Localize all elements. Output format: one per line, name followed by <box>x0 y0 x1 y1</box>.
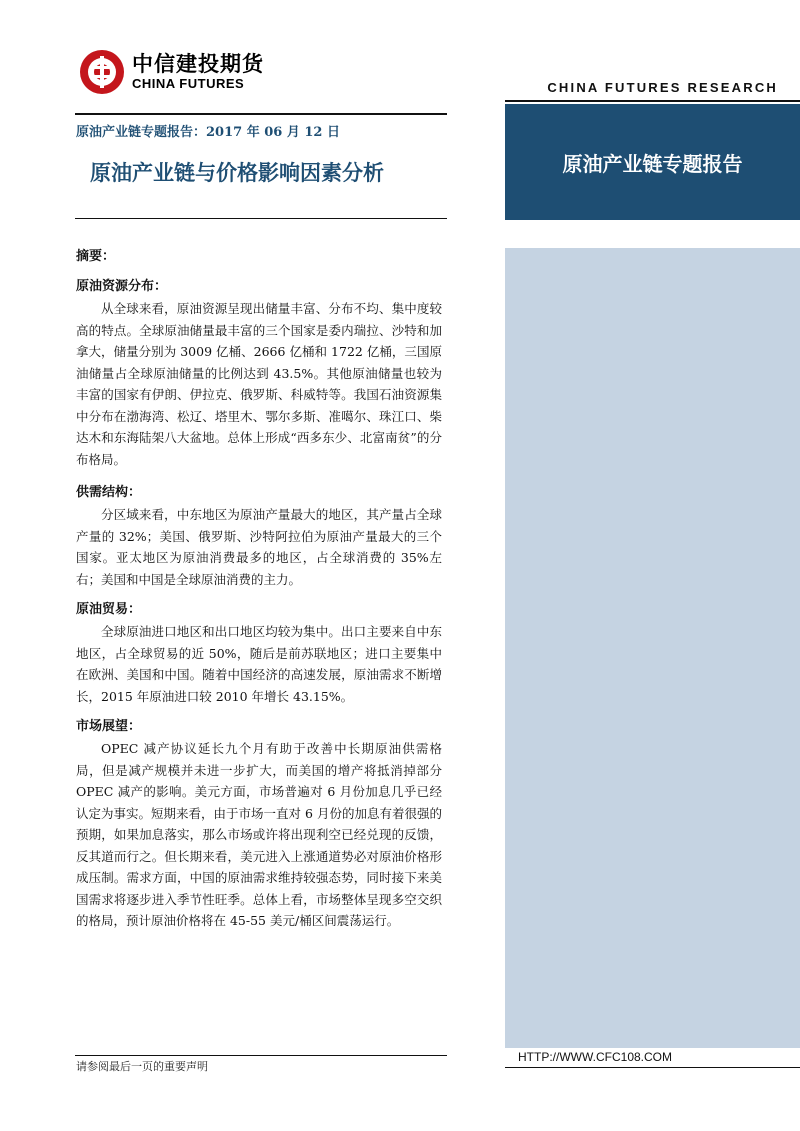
logo-emblem-glyph <box>80 50 124 94</box>
section-heading: 市场展望： <box>76 719 142 734</box>
footer-disclaimer: 请参阅最后一页的重要声明 <box>76 1060 208 1073</box>
section-heading: 原油贸易： <box>76 602 142 617</box>
sidebar-panel <box>505 248 800 1048</box>
section-body: 全球原油进口地区和出口地区均较为集中。出口主要来自中东地区，占全球贸易的近 50%，随后是前苏联地区；进口主要集中在欧洲、美国和中国。随着中国经济的高速发展，原油需求不断增长，2015 年原油进口较 2010 年增长 43.15%。 <box>76 624 442 704</box>
section-body: OPEC 减产协议延长九个月有助于改善中长期原油供需格局，但是减产规模并未进一步扩大，而美国的增产将抵消掉部分 OPEC 减产的影响。美元方面，市场普遍对 6 月份加息几乎已经认定为事实。短期来看，由于市场一直对 6 月份的加息有着很强的预期，如果加息落实，那么市场或许将出现利空已经兑现的反馈，反其道而行之。但长期来看，美元进入上涨通道势必对原油价格形成压制。需求方面，中国的原油需求维持较强态势，同时接下来美国需求将逐步进入季节性旺季。总体上看，市场整体呈现多空交织的格局，预计原油价格将在 45-55 美元/桶区间震荡运行。 <box>76 741 442 928</box>
section-supply-demand <box>76 484 442 590</box>
section-resource-distribution <box>76 278 442 470</box>
report-title: 原油产业链与价格影响因素分析 <box>90 161 384 185</box>
report-subtitle-date: 原油产业链专题报告：2017 年 06 月 12 日 <box>76 125 340 140</box>
section-heading: 原油资源分布： <box>76 279 168 294</box>
abstract-label: 摘要： <box>76 249 116 264</box>
brand-logo <box>80 50 264 94</box>
brand-name-cn: 中信建投期货 <box>132 52 264 76</box>
url-divider <box>505 1067 800 1068</box>
website-link[interactable]: HTTP://WWW.CFC108.COM <box>518 1050 672 1064</box>
section-trade <box>76 601 442 707</box>
section-body: 从全球来看，原油资源呈现出储量丰富、分布不均、集中度较高的特点。全球原油储量最丰富的三个国家是委内瑞拉、沙特和加拿大，储量分别为 3009 亿桶、2666 亿桶和 1722 亿桶，三国原油储量占全球原油储量的比例达到 43.5%。其他原油储量也较为丰富的国家有伊朗、伊拉克、俄罗斯、科威特等。我国石油资源集中分布在渤海湾、松辽、塔里木、鄂尔多斯、准噶尔、珠江口、柴达木和东海陆架八大盆地。总体上形成“西多东少、北富南贫”的分布格局。 <box>76 301 442 467</box>
header-divider-right <box>505 100 800 102</box>
brand-name-en: CHINA FUTURES <box>132 76 245 91</box>
footer-divider <box>75 1055 447 1056</box>
section-heading: 供需结构： <box>76 485 142 500</box>
research-tagline: CHINA FUTURES RESEARCH <box>547 80 778 95</box>
section-market-outlook <box>76 718 442 932</box>
title-divider <box>75 218 447 219</box>
report-type-banner: 原油产业链专题报告 <box>505 104 800 220</box>
section-body: 分区域来看，中东地区为原油产量最大的地区，其产量占全球产量的 32%；美国、俄罗斯、沙特阿拉伯为原油产量最大的三个国家。亚太地区为原油消费最多的地区，占全球消费的 35%左右；美国和中国是全球原油消费的主力。 <box>76 507 442 587</box>
header-divider-left <box>75 113 447 115</box>
logo-emblem-icon <box>80 50 124 94</box>
